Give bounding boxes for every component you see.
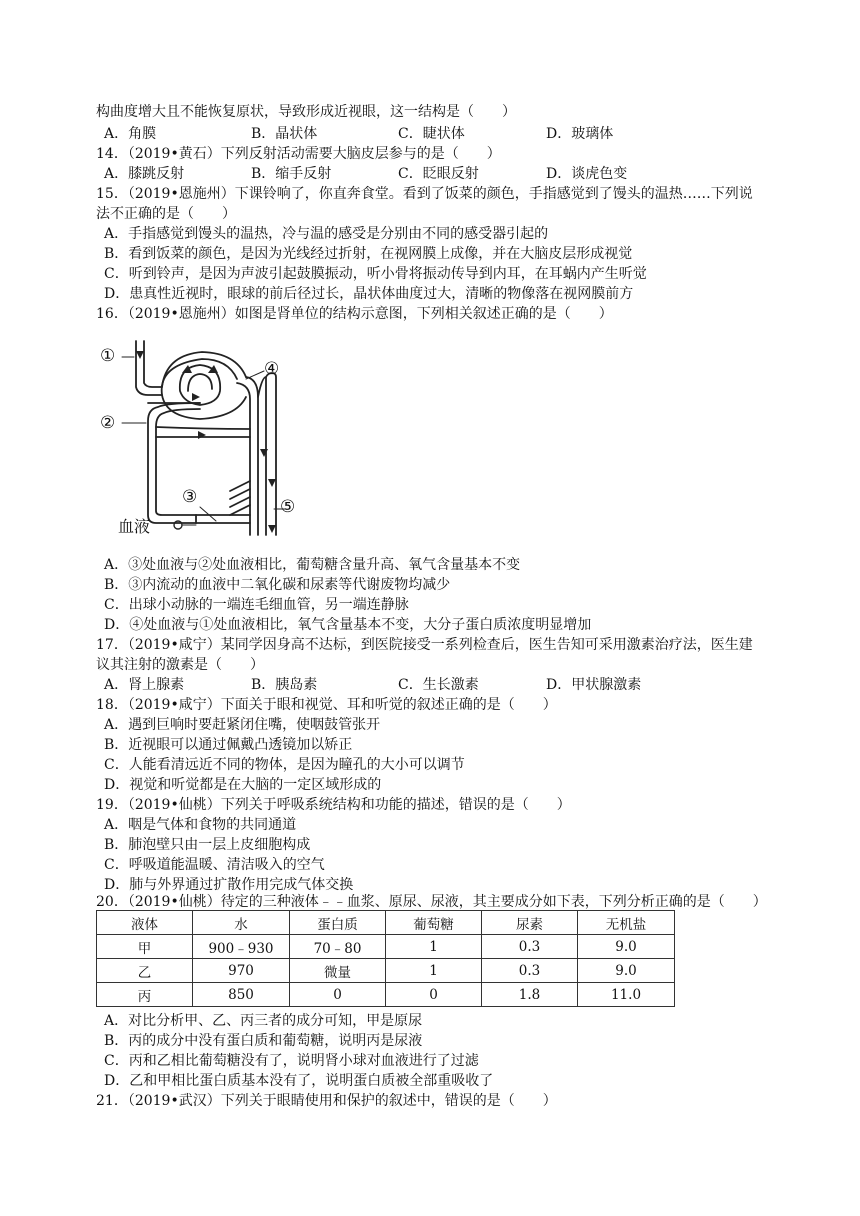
q13-stem: 构曲度增大且不能恢复原状，导致形成近视眼，这一结构是（ ） (96, 104, 516, 120)
q17-option-a[interactable]: A．肾上腺素 (104, 677, 185, 693)
q19-stem: 19．（2019•仙桃）下列关于呼吸系统结构和功能的描述，错误的是（ ） (96, 797, 571, 813)
q14-stem: 14．（2019•黄石）下列反射活动需要大脑皮层参与的是（ ） (96, 146, 501, 162)
table-cell: 微量 (290, 959, 386, 983)
table-header: 无机盐 (578, 911, 675, 935)
q14-option-b[interactable]: B．缩手反射 (251, 166, 332, 182)
table-cell: 乙 (97, 959, 193, 983)
q15-option-b[interactable]: B．看到饭菜的颜色，是因为光线经过折射，在视网膜上成像，并在大脑皮层形成视觉 (104, 246, 633, 262)
table-header-row (97, 911, 675, 935)
q20-option-c[interactable]: C．丙和乙相比葡萄糖没有了，说明肾小球对血液进行了过滤 (104, 1053, 479, 1069)
q15-option-c[interactable]: C．听到铃声，是因为声波引起鼓膜振动，听小骨将振动传导到内耳，在耳蜗内产生听觉 (104, 266, 647, 282)
table-cell: 丙 (97, 983, 193, 1007)
table-cell: 9.0 (578, 935, 675, 959)
q15-stem-line1: 15．（2019•恩施州）下课铃响了，你直奔食堂。看到了饭菜的颜色，手指感觉到了馒头的温热……下列说 (96, 186, 753, 202)
q19-option-c[interactable]: C．呼吸道能温暖、清洁吸入的空气 (104, 857, 325, 873)
table-cell: 11.0 (578, 983, 675, 1007)
table-cell: 1 (386, 959, 482, 983)
table-cell: 970 (193, 959, 290, 983)
q20-stem: 20．（2019•仙桃）待定的三种液体﹣﹣血浆、原尿、尿液，其主要成分如下表，下列分析正确的是（ ） (96, 894, 767, 910)
q17-option-d[interactable]: D．甲状腺激素 (546, 677, 642, 693)
q16-option-b[interactable]: B．③内流动的血液中二氧化碳和尿素等代谢废物均减少 (104, 577, 451, 593)
q13-option-c[interactable]: C．睫状体 (398, 126, 465, 142)
q18-option-c[interactable]: C．人能看清远近不同的物体，是因为瞳孔的大小可以调节 (104, 757, 465, 773)
q13-option-b[interactable]: B．晶状体 (251, 126, 318, 142)
q20-option-d[interactable]: D．乙和甲相比蛋白质基本没有了，说明蛋白质被全部重吸收了 (104, 1073, 494, 1089)
q16-option-a[interactable]: A．③处血液与②处血液相比，葡萄糖含量升高、氧气含量基本不变 (104, 557, 521, 573)
q16-option-c[interactable]: C．出球小动脉的一端连毛细血管，另一端连静脉 (104, 597, 409, 613)
q17-stem-line2: 议其注射的激素是（ ） (96, 657, 264, 673)
blood-label: 血液 (118, 517, 151, 536)
table-cell: 900﹣930 (193, 935, 290, 959)
table-cell: 70﹣80 (290, 935, 386, 959)
nephron-diagram (96, 337, 316, 537)
label-1: ① (100, 346, 116, 366)
q13-option-d[interactable]: D．玻璃体 (546, 126, 614, 142)
table-row (97, 959, 675, 983)
q14-option-c[interactable]: C．眨眼反射 (398, 166, 479, 182)
table-cell: 0 (386, 983, 482, 1007)
table-row (97, 983, 675, 1007)
label-5: ⑤ (280, 497, 296, 517)
q14-option-a[interactable]: A．膝跳反射 (104, 166, 185, 182)
q16-option-d[interactable]: D．④处血液与①处血液相比，氧气含量基本不变，大分子蛋白质浓度明显增加 (104, 617, 592, 633)
table-cell: 0 (290, 983, 386, 1007)
table-cell: 甲 (97, 935, 193, 959)
q17-option-c[interactable]: C．生长激素 (398, 677, 479, 693)
q17-stem-line1: 17．（2019•咸宁）某同学因身高不达标，到医院接受一系列检查后，医生告知可采用激素治疗法，医生建 (96, 637, 753, 653)
q15-option-d[interactable]: D．患真性近视时，眼球的前后径过长，晶状体曲度过大，清晰的物像落在视网膜前方 (104, 286, 634, 302)
table-header: 液体 (97, 911, 193, 935)
table-cell: 1.8 (482, 983, 578, 1007)
table-header: 水 (193, 911, 290, 935)
q13-options (104, 124, 724, 144)
table-row (97, 935, 675, 959)
q18-stem: 18．（2019•咸宁）下面关于眼和视觉、耳和听觉的叙述正确的是（ ） (96, 697, 557, 713)
q18-option-a[interactable]: A．遇到巨响时要赶紧闭住嘴，使咽鼓管张开 (104, 717, 381, 733)
q14-option-d[interactable]: D．谈虎色变 (546, 166, 628, 182)
q18-option-b[interactable]: B．近视眼可以通过佩戴凸透镜加以矫正 (104, 737, 353, 753)
table-cell: 850 (193, 983, 290, 1007)
q20-option-a[interactable]: A．对比分析甲、乙、丙三者的成分可知，甲是原尿 (104, 1013, 423, 1029)
q19-option-b[interactable]: B．肺泡壁只由一层上皮细胞构成 (104, 837, 311, 853)
q15-option-a[interactable]: A．手指感觉到馒头的温热，冷与温的感受是分别由不同的感受器引起的 (104, 226, 549, 242)
label-2: ② (100, 413, 116, 433)
q13-option-a[interactable]: A．角膜 (104, 126, 157, 142)
table-cell: 9.0 (578, 959, 675, 983)
q18-option-d[interactable]: D．视觉和听觉都是在大脑的一定区域形成的 (104, 777, 382, 793)
q20-option-b[interactable]: B．丙的成分中没有蛋白质和葡萄糖，说明丙是尿液 (104, 1033, 423, 1049)
label-4: ④ (264, 359, 280, 379)
table-cell: 0.3 (482, 959, 578, 983)
q17-option-b[interactable]: B．胰岛素 (251, 677, 318, 693)
q14-options (104, 164, 724, 184)
table-header: 葡萄糖 (386, 911, 482, 935)
q19-option-a[interactable]: A．咽是气体和食物的共同通道 (104, 817, 297, 833)
q15-stem-line2: 法不正确的是（ ） (96, 206, 236, 222)
table-header: 蛋白质 (290, 911, 386, 935)
table-header: 尿素 (482, 911, 578, 935)
table-cell: 0.3 (482, 935, 578, 959)
label-3: ③ (182, 487, 198, 507)
table-cell: 1 (386, 935, 482, 959)
fluid-composition-table (96, 910, 675, 1007)
q19-option-d[interactable]: D．肺与外界通过扩散作用完成气体交换 (104, 877, 354, 893)
q21-stem: 21．（2019•武汉）下列关于眼睛使用和保护的叙述中，错误的是（ ） (96, 1093, 557, 1109)
q16-stem: 16．（2019•恩施州）如图是肾单位的结构示意图，下列相关叙述正确的是（ ） (96, 306, 613, 322)
q17-options (104, 675, 724, 695)
